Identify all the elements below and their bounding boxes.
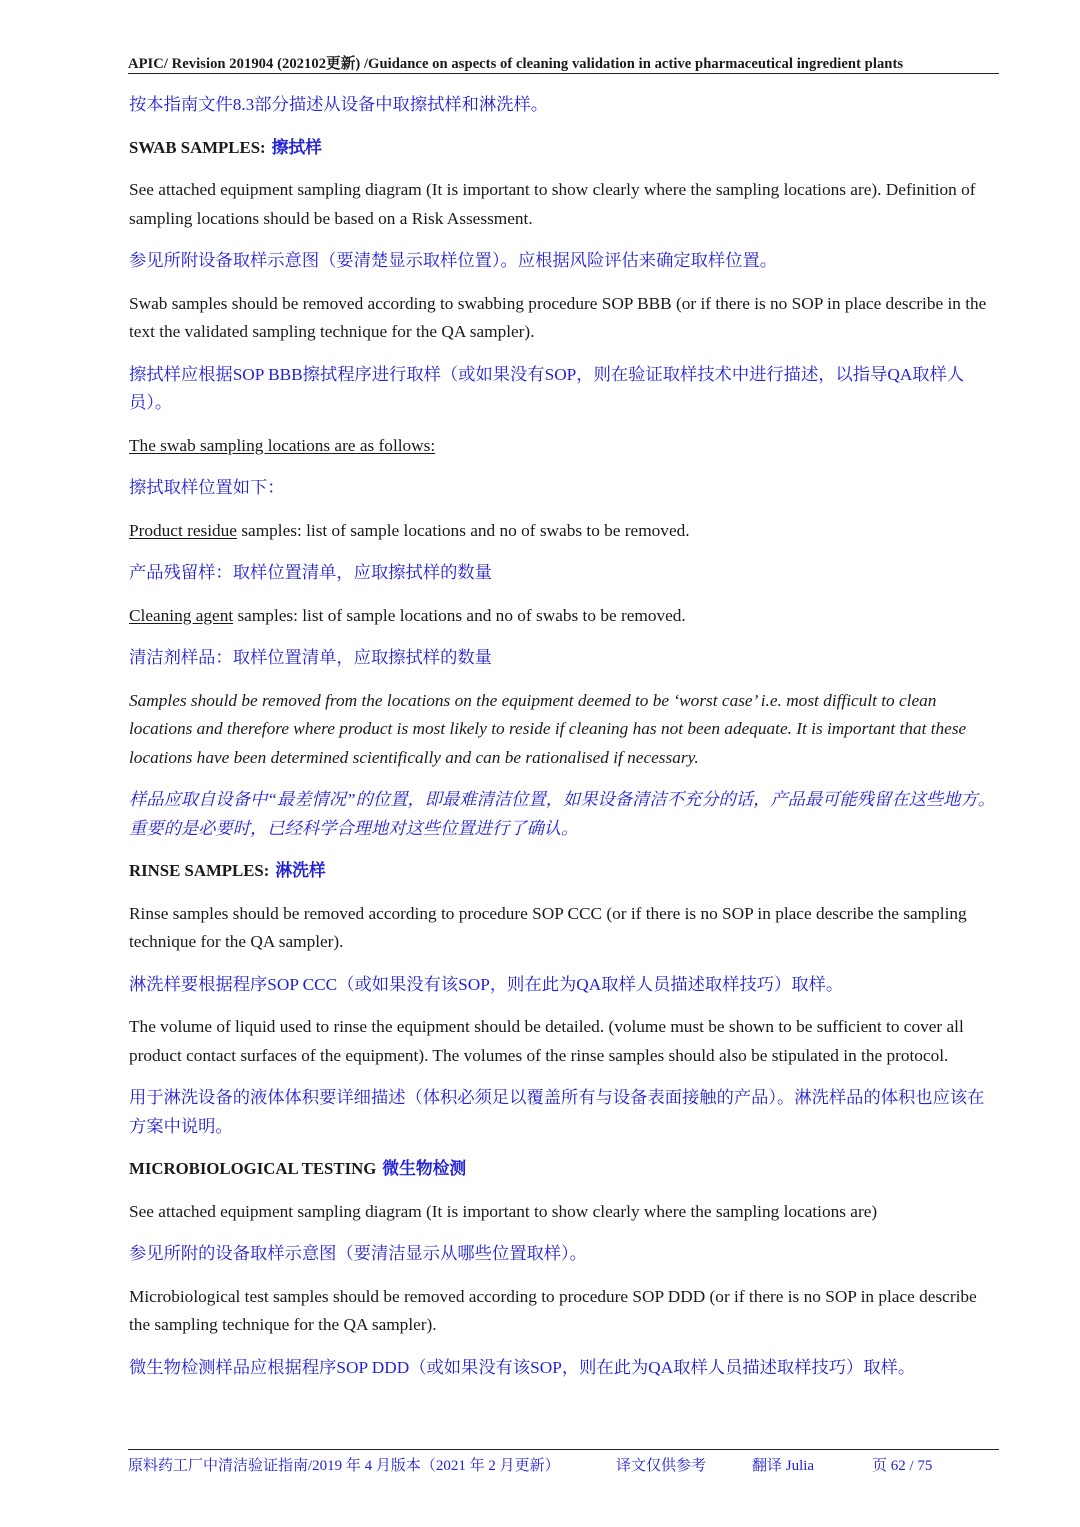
micro-heading-en: MICROBIOLOGICAL TESTING xyxy=(129,1159,377,1178)
page-body xyxy=(129,91,999,1382)
swab-p1-cn: 参见所附设备取样示意图（要清楚显示取样位置）。应根据风险评估来确定取样位置。 xyxy=(129,251,778,270)
micro-p2-cn: 微生物检测样品应根据程序SOP DDD（或如果没有该SOP，则在此为QA取样人员描述取样技巧）取样。 xyxy=(129,1357,916,1377)
page-header: APIC/ Revision 201904 (202102更新) /Guidance on aspects of cleaning validation in active pharmaceutical ingredient plants xyxy=(128,56,904,72)
page-footer xyxy=(128,1454,998,1475)
rinse-heading-cn: 淋洗样 xyxy=(275,861,326,880)
footer-translator: 翻译 Julia xyxy=(752,1458,815,1474)
product-residue-cn: 产品残留样：取样位置清单，应取擦拭样的数量 xyxy=(129,563,492,582)
swab-p1-en: See attached equipment sampling diagram (It is important to show clearly where the sampling locations are). Definition of sampling locations should be based on a Risk Assessment. xyxy=(129,180,976,228)
swab-p2-en: Swab samples should be removed according to swabbing procedure SOP BBB (or if there is no SOP in place describe in the text the validated sampling technique for the QA sampler). xyxy=(129,293,987,341)
rinse-p2-en: The volume of liquid used to rinse the equipment should be detailed. (volume must be shown to be sufficient to cover all product contact surfaces of the equipment). The volumes of the rinse samples should also be stipulated in the protocol. xyxy=(129,1017,964,1065)
footer-rule xyxy=(128,1449,999,1450)
swab-locations-text: The swab sampling locations are as follows: xyxy=(129,435,436,455)
footer-doc-name: 原料药工厂中清洁验证指南/2019 年 4 月版本（2021 年 2 月更新） xyxy=(128,1458,560,1474)
product-residue-en xyxy=(129,517,999,546)
worst-case-cn: 样品应取自设备中“最差情况”的位置，即最难清洁位置，如果设备清洁不充分的话，产品最可能残留在这些地方。重要的是必要时，已经科学合理地对这些位置进行了确认。 xyxy=(129,790,996,838)
cleaning-agent-cn: 清洁剂样品：取样位置清单，应取擦拭样的数量 xyxy=(129,648,492,667)
footer-page-number: 页 62 / 75 xyxy=(872,1458,933,1474)
rinse-p1-en: Rinse samples should be removed according to procedure SOP CCC (or if there is no SOP in place describe the sampling technique for the QA sampler). xyxy=(129,903,967,951)
micro-heading-cn: 微生物检测 xyxy=(382,1159,467,1178)
micro-p2-en: Microbiological test samples should be removed according to procedure SOP DDD (or if there is no SOP in place describe the sampling technique for the QA sampler). xyxy=(129,1286,977,1334)
rinse-heading-en: RINSE SAMPLES: xyxy=(129,861,270,880)
rinse-p2-cn: 用于淋洗设备的液体体积要详细描述（体积必须足以覆盖所有与设备表面接触的产品）。淋洗样品的体积也应该在方案中说明。 xyxy=(129,1088,985,1136)
rinse-heading xyxy=(129,857,999,886)
micro-heading xyxy=(129,1155,999,1184)
product-residue-label: Product residue xyxy=(129,520,237,540)
swab-locations-cn: 擦拭取样位置如下： xyxy=(129,478,285,497)
intro-cn: 按本指南文件8.3部分描述从设备中取擦拭样和淋洗样。 xyxy=(129,95,549,114)
swab-p2-cn: 擦拭样应根据SOP BBB擦拭程序进行取样（或如果没有SOP，则在验证取样技术中进行描述，以指导QA取样人员）。 xyxy=(129,364,965,412)
cleaning-agent-text: samples: list of sample locations and no of swabs to be removed. xyxy=(233,605,686,625)
worst-case-en: Samples should be removed from the locations on the equipment deemed to be ‘worst case’ i.e. most difficult to clean locations and therefore where product is most likely to reside if cleaning has not been adequate. It is important that these locations have been determined scientifically and can be rationalised if necessary. xyxy=(129,690,967,767)
product-residue-text: samples: list of sample locations and no of swabs to be removed. xyxy=(236,520,690,540)
rinse-p1-cn: 淋洗样要根据程序SOP CCC（或如果没有该SOP，则在此为QA取样人员描述取样技巧）取样。 xyxy=(129,974,844,994)
cleaning-agent-label: Cleaning agent xyxy=(129,605,234,625)
swab-heading-en: SWAB SAMPLES: xyxy=(129,137,266,157)
cleaning-agent-en xyxy=(129,602,999,631)
micro-p1-cn: 参见所附的设备取样示意图（要清洁显示从哪些位置取样）。 xyxy=(129,1244,587,1263)
swab-heading xyxy=(129,134,999,163)
micro-p1-en: See attached equipment sampling diagram (It is important to show clearly where the sampling locations are) xyxy=(129,1201,878,1221)
swab-heading-cn: 擦拭样 xyxy=(271,137,322,157)
footer-note: 译文仅供参考 xyxy=(616,1458,707,1474)
header-rule xyxy=(128,73,999,74)
swab-locations-en xyxy=(129,432,999,461)
